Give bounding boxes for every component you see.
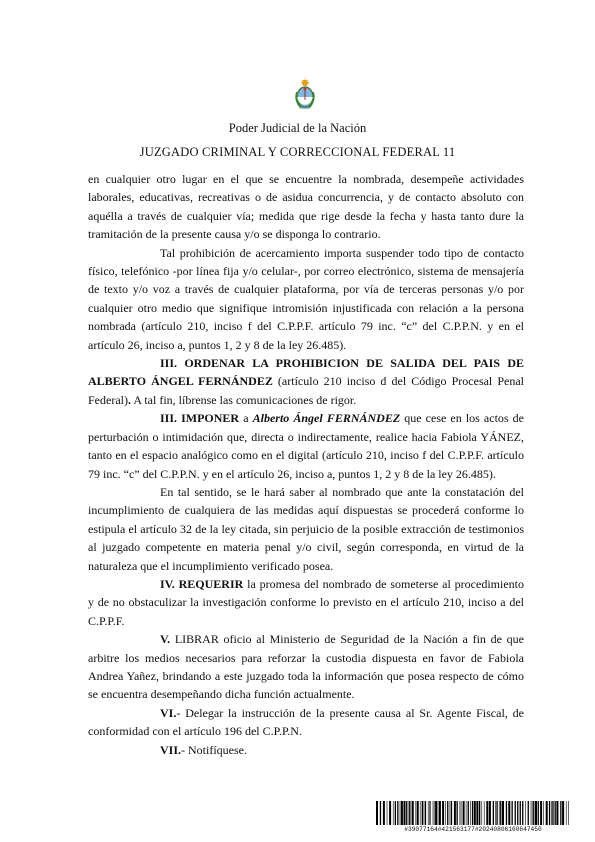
paragraph-travel-ban [88,354,524,409]
court-name: JUZGADO CRIMINAL Y CORRECCIONAL FEDERAL 11 [139,145,456,159]
resolution-heading: VII. [160,742,182,757]
resolution-heading: IV. REQUERIR [160,576,244,591]
paragraph-delegate [88,704,524,741]
paragraph-text: - Delegar la instrucción de la presente causa al Sr. Agente Fiscal, de conformidad con el artículo 196 del C.P.P.N. [88,705,524,739]
barcode-icon [376,801,570,825]
paragraph-text: a [239,411,253,426]
paragraph-text: LIBRAR oficio al Ministerio de Seguridad de la Nación a fin de que arbitre los medios necesarios para reforzar la custodia dispuesta en favor de Fabiola Andrea Yañez, brindando a este juzgado toda la información que posea respecto de cómo se encuentra desempeñando dicha función actualmente. [88,632,524,702]
document-body [88,170,524,759]
barcode-number: #39077164#421563177#20240806160647450 [404,826,542,833]
paragraph-text: la promesa del nombrado de someterse al procedimiento y de no obstaculizar la investigación conforme lo previsto en el artículo 210, inciso a del C.P.P.F. [88,576,524,628]
resolution-heading: III. IMPONER [160,411,240,426]
paragraph-notify [88,741,524,759]
resolution-heading: VI. [160,705,177,720]
paragraph: En tal sentido, se le hará saber al nombrado que ante la constatación del incumplimiento de cualquiera de las medidas aquí dispuestas se procederá conforme lo estipula el artículo 32 de la ley citada, sin perjuicio de la posible extracción de testimonios al juzgado competente en materia penal y/o civil, según corresponda, en virtud de la naturaleza que el incumplimiento verificado posea. [88,484,524,573]
paragraph-issue-order [88,630,524,704]
barcode-block [376,801,570,833]
resolution-heading: V. [160,632,171,647]
paragraph-punct: . [127,392,131,407]
paragraph-text: A tal fin, líbrense las comunicaciones de rigor. [130,392,357,407]
paragraph-text: - Notifíquese. [181,742,247,757]
paragraph-text: que cese en los actos de perturbación o intimidación que, directa o indirectamente, realice hacia Fabiola YÁNEZ, tanto en el espacio analógico como en el digital (artículo 210, inciso f del C.P.P.F. artículo 79 inc. “c” del C.P.P.N. y en el artículo 26, inciso a, puntos 1, 2 y 8 de la ley 26.485). [88,411,525,481]
resolution-heading: III. ORDENAR LA PROHIBICION DE SALIDA DEL PAIS DE ALBERTO ÁNGEL FERNÁNDEZ [88,356,524,389]
paragraph-impose [88,409,524,483]
paragraph: en cualquier otro lugar en el que se encuentre la nombrada, desempeñe actividades laborales, educativas, recreativas o de asidua concurrencia, y de contacto absoluto con aquélla a través de cualquier vía; medida que rige desde la fecha y hasta tanto dure la tramitación de la presente causa y/o se disponga lo contrario. [88,172,524,242]
paragraph: Tal prohibición de acercamiento importa suspender todo tipo de contacto físico, telefónico -por línea fija y/o celular-, por correo electrónico, sistema de mensajería de texto y/o voz a través de cualquier plataforma, por vía de terceras personas y/o por cualquier otro medio que signifique intromisión injustificada con relación a la persona nombrada (artículo 210, inciso f del C.P.P.F. artículo 79 inc. “c” del C.P.P.N. y en el artículo 26, inciso a, puntos 1, 2 y 8 de la ley 26.485). [88,245,524,352]
coat-of-arms-icon [292,78,318,112]
person-name: Alberto Ángel FERNÁNDEZ [252,411,401,426]
paragraph-require [88,575,524,630]
institution-name: Poder Judicial de la Nación [228,121,367,135]
paragraph-text: (artículo 210 inciso d del Código Procesal Penal Federal) [88,374,524,407]
